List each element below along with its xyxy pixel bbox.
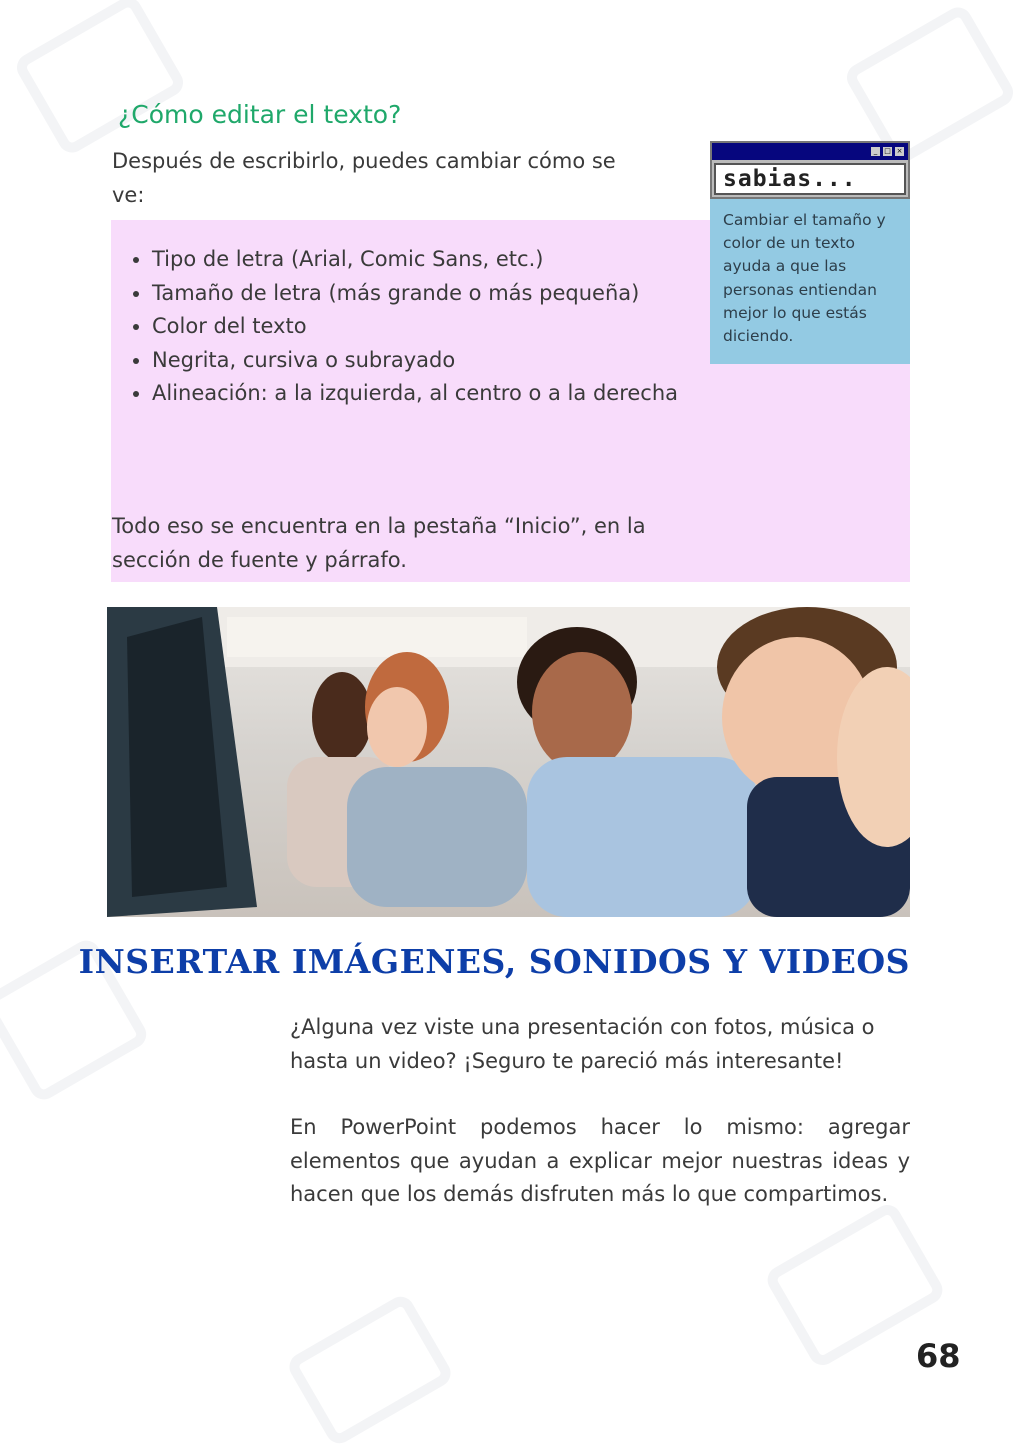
children-at-computers-photo bbox=[107, 607, 910, 917]
outro-text: Todo eso se encuentra en la pestaña “Inicio”, en la sección de fuente y párrafo. bbox=[112, 514, 646, 572]
photo-illustration bbox=[107, 607, 910, 917]
background-computer-icon bbox=[12, 0, 188, 158]
list-item: • Alineación: a la izquierda, al centro o a la derecha bbox=[152, 377, 682, 411]
section-title: INSERTAR IMÁGENES, SONIDOS Y VIDEOS bbox=[78, 942, 910, 981]
formatting-options-list bbox=[112, 243, 682, 411]
close-icon: × bbox=[896, 147, 903, 155]
window-titlebar bbox=[712, 143, 908, 160]
sabias-text: Cambiar el tamaño y color de un texto ayuda a que las personas entiendan mejor lo que estás diciendo. bbox=[723, 211, 886, 346]
section-heading: ¿Cómo editar el texto? bbox=[118, 100, 402, 129]
paragraph: En PowerPoint podemos hacer lo mismo: agregar elementos que ayudan a explicar mejor nuestras ideas y hacen que los demás disfruten más lo que compartimos. bbox=[290, 1115, 910, 1206]
page-number: 68 bbox=[916, 1337, 961, 1375]
intro-text: Después de escribirlo, puedes cambiar cómo se ve: bbox=[112, 149, 616, 207]
list-item: • Negrita, cursiva o subrayado bbox=[152, 344, 682, 378]
retro-window bbox=[710, 141, 910, 199]
list-item: • Color del texto bbox=[152, 310, 682, 344]
paragraph: ¿Alguna vez viste una presentación con fotos, música o hasta un video? ¡Seguro te pareció más interesante! bbox=[290, 1015, 875, 1073]
background-computer-icon bbox=[284, 1292, 455, 1448]
sabias-callout bbox=[710, 141, 910, 364]
minimize-icon: _ bbox=[871, 147, 880, 156]
list-item: • Tamaño de letra (más grande o más pequeña) bbox=[152, 277, 682, 311]
window-title: sabias... bbox=[714, 163, 906, 195]
maximize-icon: □ bbox=[884, 147, 891, 155]
list-item: • Tipo de letra (Arial, Comic Sans, etc.) bbox=[152, 243, 682, 277]
